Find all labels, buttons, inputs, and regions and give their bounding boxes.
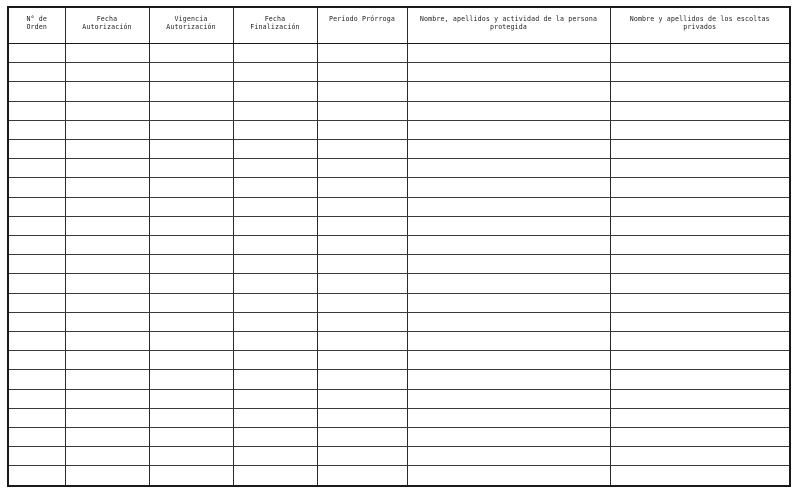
- cell-authorization-validity[interactable]: [149, 63, 233, 82]
- cell-authorization-date[interactable]: [65, 82, 149, 101]
- cell-protected-person[interactable]: [407, 351, 610, 370]
- cell-private-escorts[interactable]: [610, 274, 790, 293]
- cell-end-date[interactable]: [233, 293, 317, 312]
- table-row: [8, 236, 790, 255]
- cell-end-date[interactable]: [233, 63, 317, 82]
- cell-private-escorts[interactable]: [610, 447, 790, 466]
- table-row: [8, 120, 790, 139]
- cell-authorization-date[interactable]: [65, 428, 149, 447]
- cell-authorization-date[interactable]: [65, 293, 149, 312]
- cell-extension-period[interactable]: [317, 63, 407, 82]
- cell-extension-period[interactable]: [317, 332, 407, 351]
- cell-order-number[interactable]: [8, 44, 65, 63]
- table-row: [8, 216, 790, 235]
- cell-authorization-date[interactable]: [65, 312, 149, 331]
- cell-protected-person[interactable]: [407, 312, 610, 331]
- escort-register-table: [7, 6, 791, 487]
- cell-private-escorts[interactable]: [610, 140, 790, 159]
- cell-end-date[interactable]: [233, 312, 317, 331]
- table-row: [8, 255, 790, 274]
- cell-order-number[interactable]: [8, 351, 65, 370]
- cell-order-number[interactable]: [8, 389, 65, 408]
- cell-extension-period[interactable]: [317, 389, 407, 408]
- cell-extension-period[interactable]: [317, 370, 407, 389]
- cell-private-escorts[interactable]: [610, 408, 790, 427]
- cell-authorization-date[interactable]: [65, 408, 149, 427]
- cell-protected-person[interactable]: [407, 178, 610, 197]
- cell-authorization-date[interactable]: [65, 216, 149, 235]
- cell-end-date[interactable]: [233, 101, 317, 120]
- column-header-end-date: [233, 7, 317, 44]
- cell-authorization-validity[interactable]: [149, 236, 233, 255]
- register-form-sheet: [7, 6, 789, 487]
- header-row: [8, 7, 790, 44]
- cell-protected-person[interactable]: [407, 140, 610, 159]
- cell-end-date[interactable]: [233, 216, 317, 235]
- cell-authorization-validity[interactable]: [149, 216, 233, 235]
- cell-authorization-date[interactable]: [65, 255, 149, 274]
- cell-protected-person[interactable]: [407, 63, 610, 82]
- cell-order-number[interactable]: [8, 159, 65, 178]
- cell-private-escorts[interactable]: [610, 236, 790, 255]
- cell-order-number[interactable]: [8, 408, 65, 427]
- cell-authorization-validity[interactable]: [149, 140, 233, 159]
- table-row: [8, 293, 790, 312]
- cell-protected-person[interactable]: [407, 120, 610, 139]
- column-header-label: Nombre, apellidos y actividad de la persona protegida: [419, 15, 598, 31]
- cell-private-escorts[interactable]: [610, 120, 790, 139]
- table-row: [8, 101, 790, 120]
- cell-authorization-validity[interactable]: [149, 82, 233, 101]
- cell-authorization-validity[interactable]: [149, 370, 233, 389]
- cell-authorization-validity[interactable]: [149, 332, 233, 351]
- cell-extension-period[interactable]: [317, 312, 407, 331]
- table-row: [8, 159, 790, 178]
- cell-protected-person[interactable]: [407, 236, 610, 255]
- cell-extension-period[interactable]: [317, 140, 407, 159]
- cell-end-date[interactable]: [233, 140, 317, 159]
- cell-end-date[interactable]: [233, 44, 317, 63]
- cell-protected-person[interactable]: [407, 101, 610, 120]
- cell-authorization-date[interactable]: [65, 389, 149, 408]
- cell-authorization-validity[interactable]: [149, 274, 233, 293]
- cell-authorization-date[interactable]: [65, 178, 149, 197]
- cell-authorization-date[interactable]: [65, 332, 149, 351]
- cell-extension-period[interactable]: [317, 178, 407, 197]
- cell-order-number[interactable]: [8, 216, 65, 235]
- cell-protected-person[interactable]: [407, 197, 610, 216]
- table-row: [8, 178, 790, 197]
- cell-end-date[interactable]: [233, 82, 317, 101]
- column-header-label: Período Prórroga: [329, 15, 395, 23]
- cell-authorization-date[interactable]: [65, 447, 149, 466]
- table-row: [8, 312, 790, 331]
- cell-private-escorts[interactable]: [610, 466, 790, 486]
- cell-end-date[interactable]: [233, 389, 317, 408]
- cell-authorization-date[interactable]: [65, 370, 149, 389]
- cell-order-number[interactable]: [8, 428, 65, 447]
- cell-order-number[interactable]: [8, 293, 65, 312]
- cell-protected-person[interactable]: [407, 370, 610, 389]
- cell-end-date[interactable]: [233, 120, 317, 139]
- cell-authorization-date[interactable]: [65, 197, 149, 216]
- cell-end-date[interactable]: [233, 332, 317, 351]
- cell-end-date[interactable]: [233, 274, 317, 293]
- cell-private-escorts[interactable]: [610, 370, 790, 389]
- cell-end-date[interactable]: [233, 351, 317, 370]
- cell-authorization-validity[interactable]: [149, 255, 233, 274]
- cell-extension-period[interactable]: [317, 44, 407, 63]
- cell-authorization-date[interactable]: [65, 159, 149, 178]
- cell-end-date[interactable]: [233, 159, 317, 178]
- cell-private-escorts[interactable]: [610, 44, 790, 63]
- cell-end-date[interactable]: [233, 408, 317, 427]
- cell-authorization-date[interactable]: [65, 120, 149, 139]
- cell-end-date[interactable]: [233, 447, 317, 466]
- cell-authorization-date[interactable]: [65, 466, 149, 486]
- column-header-label: Fecha Finalización: [250, 15, 300, 31]
- cell-extension-period[interactable]: [317, 274, 407, 293]
- table-row: [8, 274, 790, 293]
- cell-protected-person[interactable]: [407, 159, 610, 178]
- cell-order-number[interactable]: [8, 274, 65, 293]
- table-row: [8, 389, 790, 408]
- column-header-label: Fecha Autorización: [82, 15, 132, 31]
- table-row: [8, 332, 790, 351]
- table-row: [8, 82, 790, 101]
- cell-authorization-date[interactable]: [65, 140, 149, 159]
- cell-extension-period[interactable]: [317, 101, 407, 120]
- cell-authorization-validity[interactable]: [149, 351, 233, 370]
- cell-order-number[interactable]: [8, 197, 65, 216]
- cell-authorization-validity[interactable]: [149, 159, 233, 178]
- cell-private-escorts[interactable]: [610, 159, 790, 178]
- cell-end-date[interactable]: [233, 466, 317, 486]
- table-body: [8, 44, 790, 487]
- cell-authorization-date[interactable]: [65, 236, 149, 255]
- cell-authorization-validity[interactable]: [149, 447, 233, 466]
- cell-private-escorts[interactable]: [610, 255, 790, 274]
- cell-private-escorts[interactable]: [610, 428, 790, 447]
- cell-protected-person[interactable]: [407, 82, 610, 101]
- table-row: [8, 140, 790, 159]
- table-row: [8, 197, 790, 216]
- cell-protected-person[interactable]: [407, 216, 610, 235]
- cell-authorization-validity[interactable]: [149, 293, 233, 312]
- cell-authorization-validity[interactable]: [149, 428, 233, 447]
- cell-private-escorts[interactable]: [610, 351, 790, 370]
- column-header-label: N° de Orden: [26, 15, 48, 31]
- cell-authorization-validity[interactable]: [149, 312, 233, 331]
- cell-authorization-validity[interactable]: [149, 466, 233, 486]
- cell-private-escorts[interactable]: [610, 389, 790, 408]
- cell-extension-period[interactable]: [317, 466, 407, 486]
- table-row: [8, 351, 790, 370]
- column-header-authorization-date: [65, 7, 149, 44]
- cell-private-escorts[interactable]: [610, 197, 790, 216]
- cell-authorization-validity[interactable]: [149, 408, 233, 427]
- cell-protected-person[interactable]: [407, 408, 610, 427]
- cell-order-number[interactable]: [8, 236, 65, 255]
- cell-extension-period[interactable]: [317, 197, 407, 216]
- column-header-protected-person: [407, 7, 610, 44]
- column-header-authorization-validity: [149, 7, 233, 44]
- cell-extension-period[interactable]: [317, 236, 407, 255]
- cell-extension-period[interactable]: [317, 82, 407, 101]
- cell-end-date[interactable]: [233, 255, 317, 274]
- cell-order-number[interactable]: [8, 447, 65, 466]
- cell-private-escorts[interactable]: [610, 63, 790, 82]
- cell-authorization-date[interactable]: [65, 101, 149, 120]
- column-header-private-escorts: [610, 7, 790, 44]
- cell-private-escorts[interactable]: [610, 293, 790, 312]
- cell-extension-period[interactable]: [317, 216, 407, 235]
- cell-order-number[interactable]: [8, 101, 65, 120]
- table-row: [8, 408, 790, 427]
- cell-protected-person[interactable]: [407, 466, 610, 486]
- cell-extension-period[interactable]: [317, 120, 407, 139]
- table-row: [8, 447, 790, 466]
- cell-authorization-validity[interactable]: [149, 44, 233, 63]
- table-row: [8, 466, 790, 486]
- cell-protected-person[interactable]: [407, 293, 610, 312]
- cell-order-number[interactable]: [8, 82, 65, 101]
- cell-private-escorts[interactable]: [610, 82, 790, 101]
- cell-order-number[interactable]: [8, 332, 65, 351]
- cell-protected-person[interactable]: [407, 274, 610, 293]
- cell-protected-person[interactable]: [407, 44, 610, 63]
- cell-extension-period[interactable]: [317, 447, 407, 466]
- cell-private-escorts[interactable]: [610, 101, 790, 120]
- cell-extension-period[interactable]: [317, 159, 407, 178]
- cell-authorization-date[interactable]: [65, 63, 149, 82]
- cell-protected-person[interactable]: [407, 389, 610, 408]
- cell-end-date[interactable]: [233, 178, 317, 197]
- cell-extension-period[interactable]: [317, 408, 407, 427]
- cell-authorization-validity[interactable]: [149, 101, 233, 120]
- cell-authorization-date[interactable]: [65, 274, 149, 293]
- cell-extension-period[interactable]: [317, 293, 407, 312]
- cell-order-number[interactable]: [8, 140, 65, 159]
- cell-extension-period[interactable]: [317, 351, 407, 370]
- cell-order-number[interactable]: [8, 370, 65, 389]
- cell-authorization-date[interactable]: [65, 44, 149, 63]
- cell-authorization-date[interactable]: [65, 351, 149, 370]
- table-row: [8, 44, 790, 63]
- cell-protected-person[interactable]: [407, 428, 610, 447]
- column-header-extension-period: [317, 7, 407, 44]
- table-header: [8, 7, 790, 44]
- cell-order-number[interactable]: [8, 255, 65, 274]
- table-row: [8, 428, 790, 447]
- cell-order-number[interactable]: [8, 63, 65, 82]
- cell-protected-person[interactable]: [407, 447, 610, 466]
- column-header-label: Nombre y apellidos de los escoltas privados: [629, 15, 770, 31]
- cell-end-date[interactable]: [233, 370, 317, 389]
- table-row: [8, 63, 790, 82]
- cell-order-number[interactable]: [8, 120, 65, 139]
- cell-authorization-validity[interactable]: [149, 389, 233, 408]
- column-header-label: Vigencia Autorización: [166, 15, 216, 31]
- column-header-order-number: [8, 7, 65, 44]
- cell-authorization-validity[interactable]: [149, 197, 233, 216]
- cell-order-number[interactable]: [8, 178, 65, 197]
- cell-protected-person[interactable]: [407, 255, 610, 274]
- cell-order-number[interactable]: [8, 312, 65, 331]
- cell-end-date[interactable]: [233, 236, 317, 255]
- cell-private-escorts[interactable]: [610, 312, 790, 331]
- cell-private-escorts[interactable]: [610, 178, 790, 197]
- table-row: [8, 370, 790, 389]
- cell-private-escorts[interactable]: [610, 216, 790, 235]
- cell-end-date[interactable]: [233, 428, 317, 447]
- cell-authorization-validity[interactable]: [149, 178, 233, 197]
- cell-extension-period[interactable]: [317, 255, 407, 274]
- cell-protected-person[interactable]: [407, 332, 610, 351]
- cell-end-date[interactable]: [233, 197, 317, 216]
- cell-order-number[interactable]: [8, 466, 65, 486]
- cell-extension-period[interactable]: [317, 428, 407, 447]
- cell-authorization-validity[interactable]: [149, 120, 233, 139]
- cell-private-escorts[interactable]: [610, 332, 790, 351]
